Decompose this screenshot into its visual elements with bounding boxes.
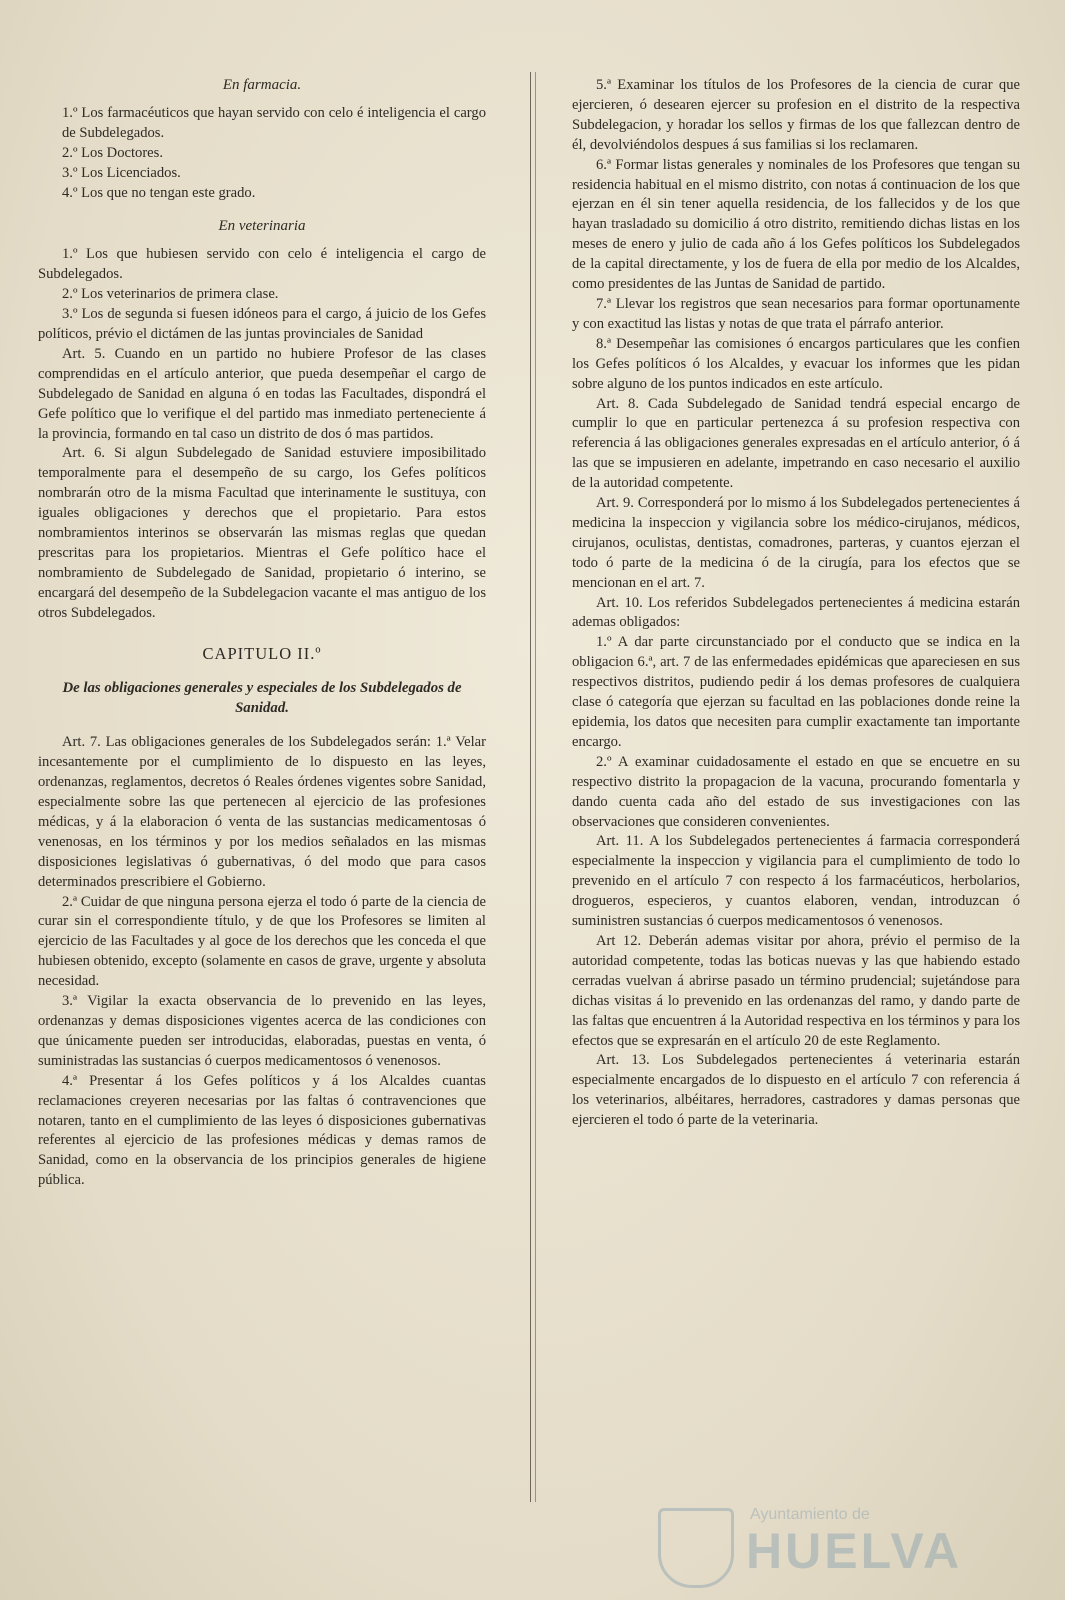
article-12: Art 12. Deberán ademas visitar por ahora, prévio el permiso de la autoridad competente, todas las boticas nuevas y las que habiendo estado cerradas vuelvan á abrirse pasado un término prudencial; sujetándose para dichas visitas á lo prevenido en las ordenanzas del ramo, y dando parte de las faltas que encuentren á la Autoridad respectiva en los términos y para los efectos que se expresarán en el artículo 20 de este Reglamento. (572, 932, 1020, 1049)
farmacia-item-1: 1.º Los farmacéuticos que hayan servido con celo é inteligencia el cargo de Subdelegados. (62, 104, 486, 141)
obligation-7: 7.ª Llevar los registros que sean necesarios para formar oportunamente y con exactitud las listas y notas de que trata el párrafo anterior. (572, 295, 1020, 332)
obligation-3: 3.ª Vigilar la exacta observancia de lo prevenido en las leyes, ordenanzas y demas disposiciones vigentes acerca de las condiciones con que únicamente pueden ser introducidas, elaboradas, puestas en venta, ó suministradas las sustancias ó cuerpos medicamentosos ó venenosos. (38, 993, 486, 1069)
column-divider-inner (535, 72, 536, 1502)
obligation-4: 4.ª Presentar á los Gefes políticos y á los Alcaldes cuantas reclamaciones creyeren necesarias por las faltas ó contravenciones que notaren, tanto en el cumplimiento de las leyes ó disposiciones gubernativas referentes al ejercicio de las profesiones médicas y demas ramos de Sanidad, como en la observancia de los principios generales de higiene pública. (38, 1072, 486, 1189)
left-column (38, 76, 486, 1191)
chapter-heading: CAPITULO II.º (202, 643, 322, 663)
seal-icon (658, 1508, 734, 1588)
article-10-item-2: 2.º A examinar cuidadosamente el estado en que se encuetre en su respectivo distrito la propagacion de la vacuna, procurando fomentarla y dando cuenta cada año del estado de sus investigaciones con las observaciones que consideren convenientes. (572, 753, 1020, 830)
veterinaria-item-3: 3.º Los de segunda si fuesen idóneos para el cargo, á juicio de los Gefes políticos, prévio el dictámen de las juntas provinciales de Sanidad (38, 306, 486, 342)
watermark-line-1: Ayuntamiento de (750, 1506, 870, 1523)
article-10-item-1: 1.º A dar parte circunstanciado por el conducto que se indica en la obligacion 6.ª, art. 7 de las enfermedades epidémicas que apareciesen en sus respectivos distritos, pudiendo pedir á los demas profesores de cualquiera clase ó categoría que ejerzan su facultad en las poblaciones donde reine la epidemia, los datos que necesiten para cumplir exactamente tan importante encargo. (572, 634, 1020, 750)
farmacia-item-4: 4.º Los que no tengan este grado. (62, 184, 256, 201)
watermark-line-2: HUELVA (746, 1523, 963, 1579)
article-6: Art. 6. Si algun Subdelegado de Sanidad estuviere imposibilitado temporalmente para el desempeño de su cargo, los Gefes políticos nombrarán otro de la misma Facultad que interinamente le sustituya, con iguales obligaciones y derechos que el propietario. Para estos nombramientos interinos se observarán las mismas reglas que quedan prescritas para los propietarios. Mientras el Gefe político hace el nombramiento de Subdelegado de Sanidad, propietario ó interino, se encargará del desempeño de la Subdelegacion vacante el mas antiguo de los otros Subdelegados. (38, 445, 486, 621)
right-column (572, 76, 1020, 1131)
veterinaria-item-1: 1.º Los que hubiesen servido con celo é inteligencia el cargo de Subdelegados. (38, 246, 486, 283)
archive-watermark (650, 1500, 1010, 1590)
obligation-5: 5.ª Examinar los títulos de los Profesores de la ciencia de curar que ejercieren, ó desearen ejercer su profesion en el distrito de la respectiva Subdelegacion, y horadar los sellos y firmas de los que fallezcan dentro de él, devolviéndolos despues á sus familias si los reclamaren. (572, 77, 1020, 153)
veterinaria-item-2: 2.º Los veterinarios de primera clase. (62, 286, 279, 303)
obligation-2: 2.ª Cuidar de que ninguna persona ejerza el todo ó parte de la ciencia de curar sin el correspondiente título, y de que los Profesores se limiten al ejercicio de las Facultades y al goce de los derechos que les conceda el que hubiesen obtenido, excepto (solamente en casos de grave, urgente y absoluta necesidad. (38, 893, 486, 990)
article-10: Art. 10. Los referidos Subdelegados pertenecientes á medicina estarán ademas obligados: (572, 594, 1020, 631)
obligation-6: 6.ª Formar listas generales y nominales de los Profesores que tengan su residencia habitual en el mismo distrito, con notas á continuacion de los que ejerzan en él sin tener aquella residencia, de los fallecidos y de los que hayan trasladado su domicilio á otro distrito, remitiendo dichas listas en los meses de enero y julio de cada año á los Gefes políticos los Subdelegados de la capital directamente, y los de fuera de ella por medio de los Alcaldes, como presidentes de las Juntas de Sanidad de partido. (572, 156, 1020, 293)
farmacia-heading: En farmacia. (222, 77, 302, 93)
farmacia-item-3: 3.º Los Licenciados. (62, 164, 181, 181)
article-7: Art. 7. Las obligaciones generales de los Subdelegados serán: 1.ª Velar incesantemente por el cumplimiento de lo dispuesto en las leyes, ordenanzas, reglamentos, decretos ó Reales órdenes vigentes sobre Sanidad, especialmente sobre las que pertenecen al ejercicio de las profesiones médicas, y á la elaboracion ó venta de las sustancias medicamentosas ó venenosas, en los términos y por los medios señalados en las mismas disposiciones legislativas ó gubernativas, ó del modo que para casos determinados prescribiere el Gobierno. (38, 734, 486, 890)
farmacia-item-2: 2.º Los Doctores. (62, 144, 163, 161)
column-divider (530, 72, 531, 1502)
veterinaria-heading: En veterinaria (218, 218, 306, 235)
article-5: Art. 5. Cuando en un partido no hubiere Profesor de las clases comprendidas en el artículo anterior, que pueda desempeñar el cargo de Subdelegado de Sanidad en alguna ó en todas las Facultades, dispondrá el Gefe político que lo verifique el del partido mas inmediato perteneciente á la provincia, formando en tal caso un distrito de dos ó mas partidos. (38, 345, 486, 442)
article-8: Art. 8. Cada Subdelegado de Sanidad tendrá especial encargo de cumplir lo que en particular pertenezca á su profesion respectiva con referencia á las obligaciones generales expresadas en el artículo anterior, ó á las que se impusieren en adelante, impetrando en caso necesario el auxilio de la autoridad competente. (572, 395, 1020, 492)
article-13: Art. 13. Los Subdelegados pertenecientes á veterinaria estarán especialmente encargados de lo dispuesto en el artículo 7 con referencia á los veterinarios, albéitares, herradores, castradores y damas personas que ejercieren el todo ó parte de la veterinaria. (572, 1052, 1020, 1129)
article-11: Art. 11. A los Subdelegados pertenecientes á farmacia corresponderá especialmente la inspeccion y vigilancia para el cumplimiento de todo lo prevenido en el artículo 7 con respecto á los farmacéuticos, herbolarios, drogueros, especieros, y cuantos elaboren, vendan, introduzcan ó suministren sustancias ó cuerpos medicamentosos ó venenosos. (572, 833, 1020, 930)
chapter-subtitle: De las obligaciones generales y especiales de los Subdelegados de Sanidad. (62, 680, 462, 717)
obligation-8: 8.ª Desempeñar las comisiones ó encargos particulares que les confien los Gefes políticos ó los Alcaldes, y evacuar los informes que les pidan sobre alguno de los puntos indicados en este artículo. (572, 335, 1020, 392)
article-9: Art. 9. Corresponderá por lo mismo á los Subdelegados pertenecientes á medicina la inspeccion y vigilancia sobre los médico-cirujanos, médicos, cirujanos, oculistas, dentistas, comadrones, parteras, y cuantos ejerzan el todo ó parte de la medicina ó de la cirugía, para los efectos que se mencionan en el art. 7. (572, 495, 1020, 591)
